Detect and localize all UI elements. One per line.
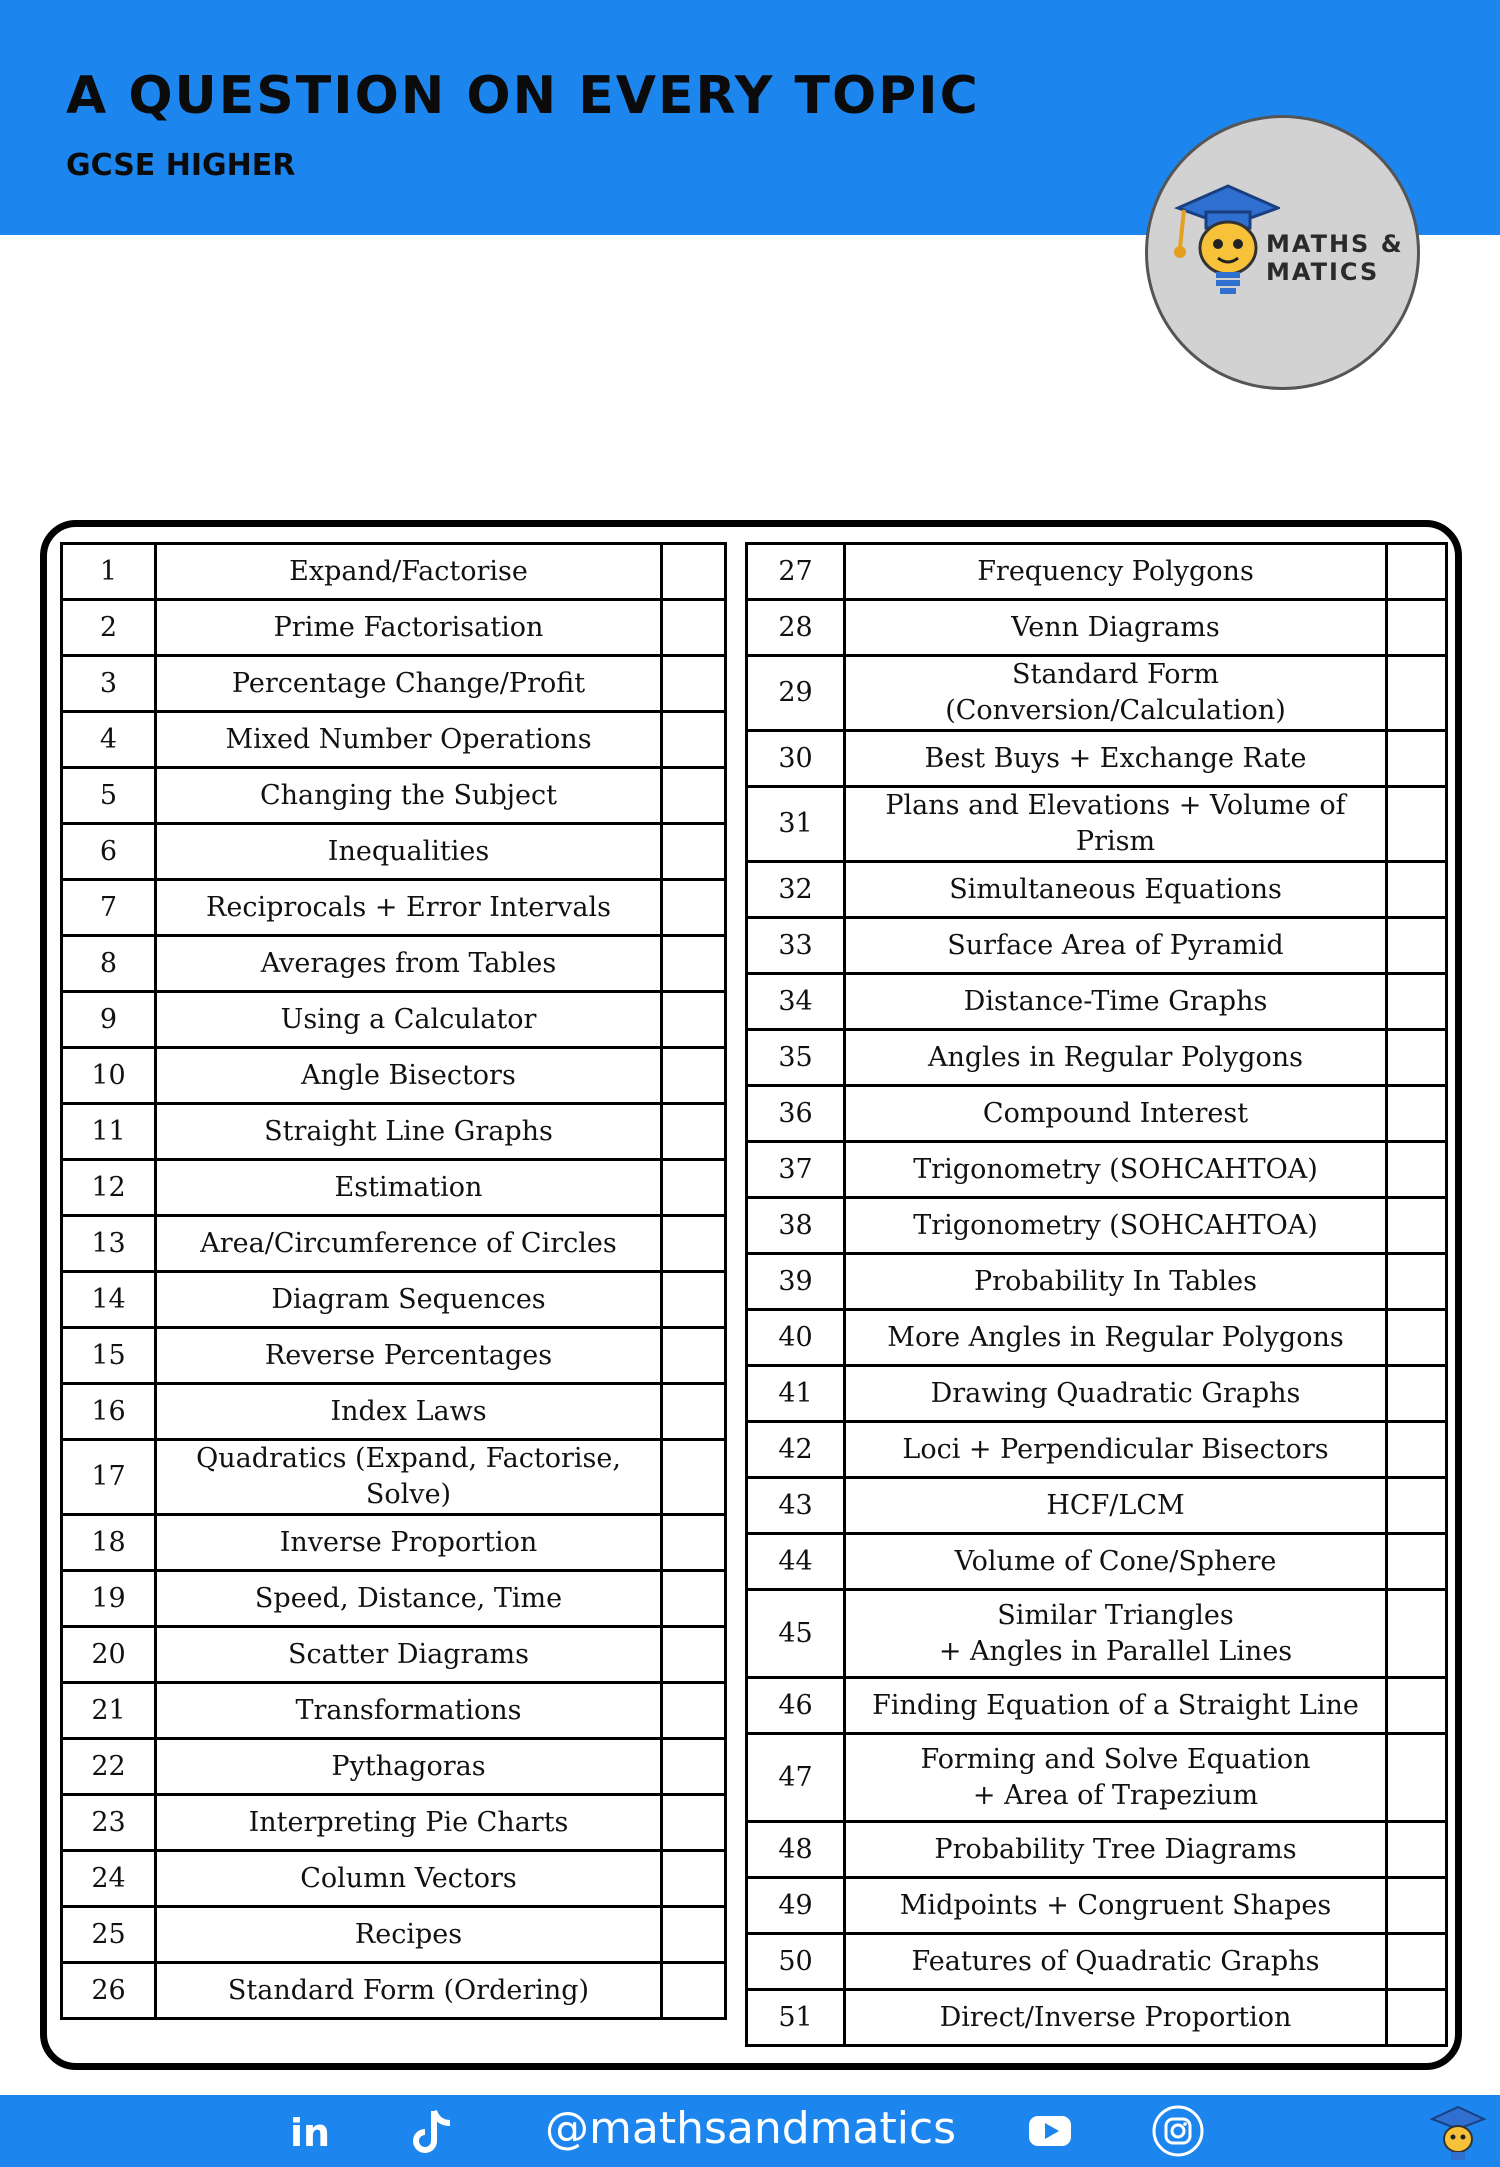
topic-name bbox=[845, 1590, 1387, 1678]
topic-line: Area/Circumference of Circles bbox=[200, 1227, 617, 1259]
table-row bbox=[62, 1851, 726, 1907]
topic-line: HCF/LCM bbox=[1046, 1489, 1185, 1521]
table-row bbox=[747, 1366, 1447, 1422]
topic-name bbox=[156, 600, 662, 656]
topic-number: 9 bbox=[62, 992, 156, 1048]
completion-checkbox[interactable] bbox=[662, 656, 726, 712]
completion-checkbox[interactable] bbox=[662, 600, 726, 656]
topic-line: Percentage Change/Profit bbox=[231, 667, 586, 699]
topic-line: Midpoints + Congruent Shapes bbox=[899, 1889, 1332, 1921]
topic-line: Index Laws bbox=[330, 1395, 487, 1427]
topic-name bbox=[845, 731, 1387, 787]
topic-number: 29 bbox=[747, 656, 845, 731]
topic-line: Inequalities bbox=[327, 835, 490, 867]
topic-line: Recipes bbox=[354, 1918, 463, 1950]
completion-checkbox[interactable] bbox=[662, 936, 726, 992]
topic-line: Transformations bbox=[295, 1694, 522, 1726]
table-row bbox=[747, 1422, 1447, 1478]
mascot-icon bbox=[1428, 2099, 1488, 2163]
topics-table-left bbox=[60, 542, 727, 2020]
completion-checkbox[interactable] bbox=[662, 1216, 726, 1272]
topic-line: Frequency Polygons bbox=[977, 555, 1254, 587]
completion-checkbox[interactable] bbox=[662, 1384, 726, 1440]
topic-name bbox=[845, 1030, 1387, 1086]
topic-number: 43 bbox=[747, 1478, 845, 1534]
table-row bbox=[747, 1478, 1447, 1534]
topic-line: Finding Equation of a Straight Line bbox=[872, 1689, 1359, 1721]
table-row bbox=[747, 974, 1447, 1030]
topic-name bbox=[845, 1198, 1387, 1254]
topic-name bbox=[845, 1422, 1387, 1478]
completion-checkbox[interactable] bbox=[1387, 862, 1447, 918]
table-row bbox=[747, 1678, 1447, 1734]
topic-number: 38 bbox=[747, 1198, 845, 1254]
topic-line: Speed, Distance, Time bbox=[254, 1582, 563, 1614]
table-row bbox=[747, 1734, 1447, 1822]
topic-name bbox=[156, 824, 662, 880]
topic-name bbox=[156, 1272, 662, 1328]
topic-name bbox=[156, 1627, 662, 1683]
topic-number: 35 bbox=[747, 1030, 845, 1086]
logo-line-2: MATICS bbox=[1266, 258, 1380, 286]
completion-checkbox[interactable] bbox=[662, 1851, 726, 1907]
table-row bbox=[62, 1328, 726, 1384]
completion-checkbox[interactable] bbox=[1387, 1422, 1447, 1478]
topic-line: Venn Diagrams bbox=[1011, 611, 1220, 643]
table-row bbox=[747, 1934, 1447, 1990]
topic-number: 11 bbox=[62, 1104, 156, 1160]
completion-checkbox[interactable] bbox=[662, 1328, 726, 1384]
topic-line: + Area of Trapezium bbox=[972, 1779, 1259, 1811]
completion-checkbox[interactable] bbox=[1387, 544, 1447, 600]
table-row bbox=[62, 1160, 726, 1216]
topic-line: Standard Form (Conversion/Calculation) bbox=[945, 659, 1286, 726]
completion-checkbox[interactable] bbox=[662, 712, 726, 768]
completion-checkbox[interactable] bbox=[1387, 1734, 1447, 1822]
topic-name bbox=[845, 1878, 1387, 1934]
topic-line: Plans and Elevations + Volume of Prism bbox=[885, 790, 1346, 857]
topic-number: 17 bbox=[62, 1440, 156, 1515]
table-row bbox=[747, 731, 1447, 787]
table-row bbox=[747, 1878, 1447, 1934]
completion-checkbox[interactable] bbox=[1387, 1678, 1447, 1734]
page-subtitle: GCSE HIGHER bbox=[66, 148, 296, 183]
topic-line: Direct/Inverse Proportion bbox=[939, 2001, 1292, 2033]
completion-checkbox[interactable] bbox=[662, 768, 726, 824]
topic-name bbox=[156, 1963, 662, 2019]
topic-name bbox=[156, 768, 662, 824]
topic-name bbox=[845, 1534, 1387, 1590]
topic-number: 15 bbox=[62, 1328, 156, 1384]
topic-name bbox=[156, 880, 662, 936]
table-row bbox=[62, 1440, 726, 1515]
completion-checkbox[interactable] bbox=[1387, 1478, 1447, 1534]
topic-number: 48 bbox=[747, 1822, 845, 1878]
completion-checkbox[interactable] bbox=[1387, 1086, 1447, 1142]
topic-line: Scatter Diagrams bbox=[287, 1638, 529, 1670]
completion-checkbox[interactable] bbox=[1387, 1878, 1447, 1934]
topic-number: 34 bbox=[747, 974, 845, 1030]
completion-checkbox[interactable] bbox=[662, 880, 726, 936]
topic-name bbox=[845, 1366, 1387, 1422]
topic-line: Diagram Sequences bbox=[271, 1283, 546, 1315]
completion-checkbox[interactable] bbox=[1387, 1310, 1447, 1366]
table-row bbox=[62, 1384, 726, 1440]
topic-number: 10 bbox=[62, 1048, 156, 1104]
completion-checkbox[interactable] bbox=[1387, 600, 1447, 656]
topic-number: 26 bbox=[62, 1963, 156, 2019]
topic-name bbox=[156, 1851, 662, 1907]
table-row bbox=[62, 1627, 726, 1683]
topic-line: Changing the Subject bbox=[260, 779, 557, 811]
completion-checkbox[interactable] bbox=[662, 1739, 726, 1795]
topic-number: 6 bbox=[62, 824, 156, 880]
topic-name bbox=[845, 1142, 1387, 1198]
completion-checkbox[interactable] bbox=[1387, 918, 1447, 974]
logo-line-1: MATHS & bbox=[1266, 230, 1404, 258]
topic-name bbox=[156, 712, 662, 768]
completion-checkbox[interactable] bbox=[662, 544, 726, 600]
topic-name bbox=[156, 1328, 662, 1384]
completion-checkbox[interactable] bbox=[1387, 656, 1447, 731]
topic-name bbox=[845, 600, 1387, 656]
topic-number: 23 bbox=[62, 1795, 156, 1851]
table-row bbox=[62, 600, 726, 656]
topic-line: More Angles in Regular Polygons bbox=[887, 1321, 1344, 1353]
table-row bbox=[62, 656, 726, 712]
topic-number: 45 bbox=[747, 1590, 845, 1678]
completion-checkbox[interactable] bbox=[662, 992, 726, 1048]
table-row bbox=[62, 712, 726, 768]
topic-line: Features of Quadratic Graphs bbox=[911, 1945, 1320, 1977]
topic-name bbox=[156, 1384, 662, 1440]
topic-line: Distance-Time Graphs bbox=[963, 985, 1268, 1017]
topic-number: 1 bbox=[62, 544, 156, 600]
topic-name bbox=[845, 862, 1387, 918]
footer-bar bbox=[0, 2095, 1500, 2167]
table-row bbox=[62, 1795, 726, 1851]
topic-name bbox=[845, 1310, 1387, 1366]
completion-checkbox[interactable] bbox=[1387, 1142, 1447, 1198]
completion-checkbox[interactable] bbox=[662, 1795, 726, 1851]
social-handle[interactable]: @mathsandmatics bbox=[545, 2103, 957, 2154]
table-row bbox=[62, 1907, 726, 1963]
table-row bbox=[62, 1683, 726, 1739]
topic-number: 51 bbox=[747, 1990, 845, 2046]
table-row bbox=[747, 1142, 1447, 1198]
topic-line: Straight Line Graphs bbox=[264, 1115, 553, 1147]
topic-number: 16 bbox=[62, 1384, 156, 1440]
table-row bbox=[747, 1534, 1447, 1590]
topic-number: 5 bbox=[62, 768, 156, 824]
completion-checkbox[interactable] bbox=[662, 1048, 726, 1104]
topic-line: Column Vectors bbox=[300, 1862, 517, 1894]
topic-name bbox=[156, 1739, 662, 1795]
topic-number: 24 bbox=[62, 1851, 156, 1907]
table-row bbox=[747, 1822, 1447, 1878]
brand-logo bbox=[1145, 115, 1420, 390]
topic-name bbox=[156, 1795, 662, 1851]
page-title: A QUESTION ON EVERY TOPIC bbox=[66, 66, 980, 126]
topic-number: 3 bbox=[62, 656, 156, 712]
topic-name bbox=[845, 1822, 1387, 1878]
topic-name bbox=[156, 656, 662, 712]
completion-checkbox[interactable] bbox=[1387, 1534, 1447, 1590]
topic-name bbox=[845, 1934, 1387, 1990]
instagram-icon[interactable] bbox=[1152, 2105, 1204, 2157]
topic-number: 47 bbox=[747, 1734, 845, 1822]
topic-name bbox=[156, 1907, 662, 1963]
topic-name bbox=[845, 974, 1387, 1030]
topic-line: Mixed Number Operations bbox=[225, 723, 592, 755]
topic-line: Volume of Cone/Sphere bbox=[954, 1545, 1277, 1577]
completion-checkbox[interactable] bbox=[662, 1160, 726, 1216]
topic-number: 46 bbox=[747, 1678, 845, 1734]
topic-line: Pythagoras bbox=[331, 1750, 486, 1782]
table-row bbox=[747, 1310, 1447, 1366]
topic-name bbox=[156, 1216, 662, 1272]
table-row bbox=[62, 1048, 726, 1104]
completion-checkbox[interactable] bbox=[1387, 1822, 1447, 1878]
table-row bbox=[62, 1104, 726, 1160]
topic-number: 37 bbox=[747, 1142, 845, 1198]
topic-name bbox=[156, 1515, 662, 1571]
completion-checkbox[interactable] bbox=[662, 1515, 726, 1571]
topic-number: 19 bbox=[62, 1571, 156, 1627]
topic-line: Angle Bisectors bbox=[301, 1059, 516, 1091]
completion-checkbox[interactable] bbox=[662, 824, 726, 880]
topic-line: Interpreting Pie Charts bbox=[248, 1806, 569, 1838]
topic-number: 14 bbox=[62, 1272, 156, 1328]
topic-line: Reverse Percentages bbox=[264, 1339, 553, 1371]
topic-number: 33 bbox=[747, 918, 845, 974]
topic-number: 20 bbox=[62, 1627, 156, 1683]
topic-number: 12 bbox=[62, 1160, 156, 1216]
topic-name bbox=[156, 544, 662, 600]
table-row bbox=[62, 1739, 726, 1795]
topic-name bbox=[845, 787, 1387, 862]
table-row bbox=[747, 1030, 1447, 1086]
topic-line: Simultaneous Equations bbox=[949, 873, 1282, 905]
topic-line: Angles in Regular Polygons bbox=[927, 1041, 1304, 1073]
topic-number: 7 bbox=[62, 880, 156, 936]
topic-line: Trigonometry (SOHCAHTOA) bbox=[913, 1153, 1318, 1185]
completion-checkbox[interactable] bbox=[1387, 1990, 1447, 2046]
topic-line: Best Buys + Exchange Rate bbox=[924, 742, 1307, 774]
topic-number: 39 bbox=[747, 1254, 845, 1310]
topic-number: 4 bbox=[62, 712, 156, 768]
table-row bbox=[62, 1272, 726, 1328]
topic-number: 18 bbox=[62, 1515, 156, 1571]
topic-number: 22 bbox=[62, 1739, 156, 1795]
topic-line: Inverse Proportion bbox=[279, 1526, 538, 1558]
topic-line: Drawing Quadratic Graphs bbox=[930, 1377, 1301, 1409]
topic-number: 40 bbox=[747, 1310, 845, 1366]
table-row bbox=[62, 824, 726, 880]
topic-number: 21 bbox=[62, 1683, 156, 1739]
topic-name bbox=[845, 1678, 1387, 1734]
topics-table-right bbox=[745, 542, 1448, 2047]
topic-number: 50 bbox=[747, 1934, 845, 1990]
topic-name bbox=[845, 1734, 1387, 1822]
table-row bbox=[62, 1216, 726, 1272]
table-row bbox=[747, 1254, 1447, 1310]
table-row bbox=[747, 862, 1447, 918]
completion-checkbox[interactable] bbox=[1387, 1590, 1447, 1678]
completion-checkbox[interactable] bbox=[1387, 1366, 1447, 1422]
completion-checkbox[interactable] bbox=[662, 1104, 726, 1160]
table-row bbox=[62, 992, 726, 1048]
table-row bbox=[62, 1571, 726, 1627]
tiktok-icon[interactable] bbox=[410, 2107, 458, 2157]
completion-checkbox[interactable] bbox=[1387, 1030, 1447, 1086]
topic-line: Estimation bbox=[334, 1171, 483, 1203]
topic-name bbox=[156, 1048, 662, 1104]
topic-line: Quadratics (Expand, Factorise, Solve) bbox=[196, 1443, 621, 1510]
topic-number: 41 bbox=[747, 1366, 845, 1422]
topic-name bbox=[156, 1440, 662, 1515]
topic-number: 30 bbox=[747, 731, 845, 787]
table-row bbox=[747, 1086, 1447, 1142]
table-row bbox=[747, 1590, 1447, 1678]
table-row bbox=[747, 600, 1447, 656]
linkedin-icon[interactable]: in bbox=[290, 2111, 331, 2155]
topic-name bbox=[156, 1104, 662, 1160]
topic-line: Standard Form (Ordering) bbox=[227, 1974, 590, 2006]
topic-name bbox=[845, 918, 1387, 974]
topic-name bbox=[845, 1990, 1387, 2046]
mascot-icon bbox=[1170, 168, 1280, 298]
table-row bbox=[747, 918, 1447, 974]
topic-number: 28 bbox=[747, 600, 845, 656]
logo-wordmark bbox=[1266, 230, 1404, 286]
table-row bbox=[747, 656, 1447, 731]
topic-number: 42 bbox=[747, 1422, 845, 1478]
completion-checkbox[interactable] bbox=[1387, 974, 1447, 1030]
table-row bbox=[62, 1963, 726, 2019]
topic-line: Prime Factorisation bbox=[273, 611, 544, 643]
table-row bbox=[747, 787, 1447, 862]
completion-checkbox[interactable] bbox=[1387, 1198, 1447, 1254]
topic-line: Compound Interest bbox=[982, 1097, 1249, 1129]
topic-name bbox=[156, 936, 662, 992]
completion-checkbox[interactable] bbox=[662, 1907, 726, 1963]
topic-name bbox=[845, 544, 1387, 600]
topic-name bbox=[156, 1683, 662, 1739]
topic-number: 31 bbox=[747, 787, 845, 862]
topic-line: Probability In Tables bbox=[974, 1265, 1257, 1297]
table-row bbox=[747, 544, 1447, 600]
topic-line: Trigonometry (SOHCAHTOA) bbox=[913, 1209, 1318, 1241]
topic-number: 8 bbox=[62, 936, 156, 992]
completion-checkbox[interactable] bbox=[662, 1627, 726, 1683]
topic-number: 49 bbox=[747, 1878, 845, 1934]
completion-checkbox[interactable] bbox=[662, 1272, 726, 1328]
table-row bbox=[62, 544, 726, 600]
completion-checkbox[interactable] bbox=[662, 1683, 726, 1739]
topic-number: 32 bbox=[747, 862, 845, 918]
topic-number: 25 bbox=[62, 1907, 156, 1963]
topic-line: Using a Calculator bbox=[280, 1003, 537, 1035]
topic-number: 36 bbox=[747, 1086, 845, 1142]
topic-line: Averages from Tables bbox=[260, 947, 557, 979]
topic-line: Surface Area of Pyramid bbox=[947, 929, 1284, 961]
completion-checkbox[interactable] bbox=[662, 1963, 726, 2019]
table-row bbox=[62, 1515, 726, 1571]
topic-name bbox=[156, 1571, 662, 1627]
completion-checkbox[interactable] bbox=[662, 1440, 726, 1515]
topic-line: + Angles in Parallel Lines bbox=[938, 1635, 1293, 1667]
completion-checkbox[interactable] bbox=[1387, 731, 1447, 787]
completion-checkbox[interactable] bbox=[1387, 787, 1447, 862]
completion-checkbox[interactable] bbox=[1387, 1254, 1447, 1310]
topic-name bbox=[845, 1478, 1387, 1534]
topic-line: Forming and Solve Equation bbox=[920, 1743, 1311, 1775]
topic-number: 2 bbox=[62, 600, 156, 656]
table-row bbox=[747, 1990, 1447, 2046]
topic-line: Similar Triangles bbox=[997, 1599, 1234, 1631]
topic-name bbox=[845, 1254, 1387, 1310]
topic-number: 27 bbox=[747, 544, 845, 600]
topic-line: Probability Tree Diagrams bbox=[934, 1833, 1297, 1865]
youtube-icon[interactable] bbox=[1028, 2115, 1072, 2147]
topic-name bbox=[845, 1086, 1387, 1142]
topic-number: 44 bbox=[747, 1534, 845, 1590]
topic-line: Reciprocals + Error Intervals bbox=[206, 891, 611, 923]
table-row bbox=[62, 768, 726, 824]
completion-checkbox[interactable] bbox=[1387, 1934, 1447, 1990]
table-row bbox=[62, 880, 726, 936]
topic-name bbox=[156, 992, 662, 1048]
table-row bbox=[747, 1198, 1447, 1254]
topic-name bbox=[156, 1160, 662, 1216]
topic-name bbox=[845, 656, 1387, 731]
topic-number: 13 bbox=[62, 1216, 156, 1272]
topic-line: Loci + Perpendicular Bisectors bbox=[902, 1433, 1329, 1465]
completion-checkbox[interactable] bbox=[662, 1571, 726, 1627]
table-row bbox=[62, 936, 726, 992]
topic-line: Expand/Factorise bbox=[289, 555, 528, 587]
